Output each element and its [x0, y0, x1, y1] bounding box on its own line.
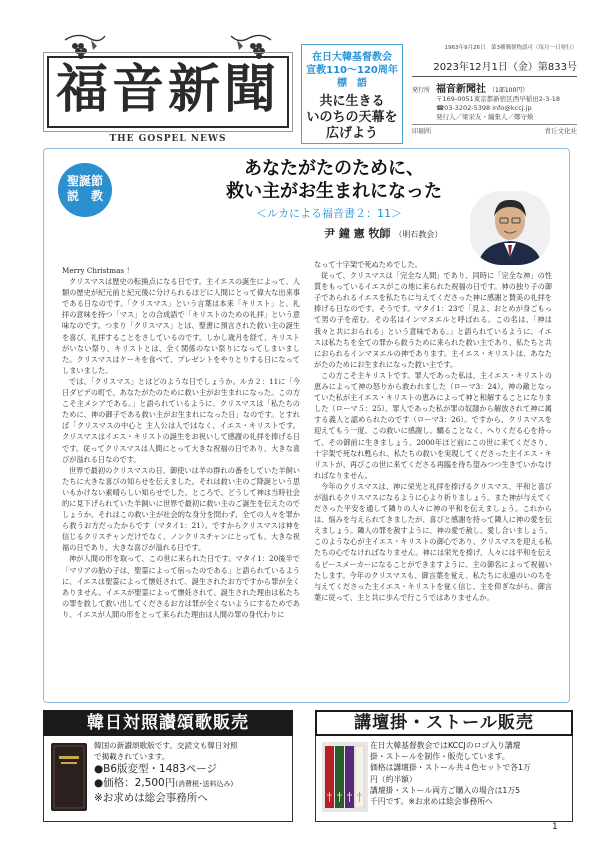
hymnal-ad-title: 韓日対照讃頌歌販売	[43, 710, 293, 736]
newspaper-subtitle: THE GOSPEL NEWS	[109, 134, 227, 144]
stole-sale-ad	[315, 710, 573, 822]
printer-name: 青丘文化社	[544, 127, 577, 135]
stole-ad-line-1: 在日大韓基督教会ではKCCJのロゴ入り講壇	[370, 741, 521, 750]
logo-frame	[43, 52, 293, 132]
stole-ad-title: 講壇掛・ストール販売	[315, 710, 573, 736]
issue-price: （1部100円）	[489, 87, 529, 94]
motto-line-2: いのちの天幕を	[306, 110, 398, 125]
hymnal-ad-spec: ●B6版変型・1483ページ	[94, 763, 218, 775]
motto-org: 在日大韓基督教会	[312, 52, 392, 63]
sermon-paragraph: 世界で最初のクリスマスの日、御使いは羊の群れの番をしていた羊飼いたちに大きな喜びの知らせを伝えました。それは救い主のご降誕という思いもかけない素晴らしい知らせでした。ところで、どうして神は当時社会的に見下げられていた羊飼いに世界で最初に救い主のご誕生を伝えたのでしょうか。それはこの救い主が社会的な身分を問わず、全ての人々を罪から救うお方だったからです（マタイ1：21）。ですからクリスマスは神を信じるクリスチャンだけでなく、ノンクリスチャンにとっても、大きな祝福の日であり、大きな喜びが溢れる日です。	[62, 465, 300, 553]
stole-ad-body	[315, 736, 573, 822]
hymnal-ad-price	[94, 776, 288, 791]
preacher-church: （明石教会）	[394, 230, 443, 239]
stole-ad-line-2: 掛・ストールを制作・販売しています。	[370, 752, 510, 762]
publisher-contact: ☎03-3202-5398 info@kccj.jp	[436, 104, 532, 112]
postal-permit: 1963年9月26日 第3種郵便物認可（毎月一日発行）	[444, 45, 577, 51]
sermon-paragraph: Merry Christmas ！	[62, 266, 134, 275]
sermon-column-left	[62, 265, 300, 620]
publisher-name: 福音新聞社	[436, 84, 486, 95]
issue-date: 2023年12月1日（金）第833号	[412, 58, 577, 77]
badge-line-1: 聖誕節	[66, 174, 103, 188]
preacher-photo-icon	[470, 191, 550, 265]
motto-label: 標 語	[337, 78, 367, 89]
sermon-article	[43, 148, 570, 703]
motto-box	[301, 44, 403, 144]
sermon-paragraph: クリスマスは歴史の転換点になる日です。主イエスの誕生によって、人類の歴史が紀元前と紀元後に分けられるほどに人間にとって偉大な出来事である日なのです。「クリスマス」という言葉は本来「キリスト」と、礼拝の意味を持つ「マス」との合成語で「キリストのための礼拝」という意味なのです。つまり「クリスマス」とは、聖書に預言された救い主の誕生を喜び、礼拝することをさしているのです。しかし歳月を経て、キリストがいない祭り、キリストとは、全く関係のない祭りになってしまいました。クリスマスはケーキを食べて、プレゼントをやりとりする日になってしまいました。	[62, 277, 300, 375]
printer-row	[412, 124, 577, 136]
sermon-paragraph: この方こそ主キリストです。罪人であった私は、主イエス・キリストの恵みによって神の怒りから救われました（ローマ3：24）。神の敵となっていた私が主イエス・キリストの恵みによって神と和解することになりました（ローマ５：25）。罪人であった私が罪の奴隷から解放されて神に属する義人と認められたのです（ローマ3：26）。ですから、クリスマスを迎えてもう一度、この救いに感謝し、驕ることなく、へりくだる心を持って、その御前に生きましょう。2000年ほど前にこの世に来てくださり、十字架で死なれ甦られ、私たちの救いを実現してくださった主イエス・キリストが、再びこの世に来てくださる再臨を待ち望みつつ生きていかなければなりません。	[314, 370, 552, 480]
preacher-name: 尹 鐘 憲 牧師	[324, 227, 391, 240]
hymnal-ad-line-1: 韓国の新讃頌歌版です。交読文も韓日対照	[94, 741, 238, 750]
sermon-paragraph: では、「クリスマス」とはどのような日でしょうか。ルカ２：11に「今日ダビデの町で、あなたがたのために救い主がお生まれになった。この方こそ主メシアである。」と語られているように、クリスマスは「私たちのために、神の御子である救い主がお生まれになった日」なのです。とすれば「クリスマスの中心と 主人公は人ではなく、イエス・キリストです。クリスマスはイエス・キリストの誕生をお祝いして感謝の礼拝を捧げる日です。従ってクリスマスは人間にとって大きな祝福の日であり、大きな喜びが溢れる日なのです。	[62, 376, 300, 464]
page-number: 1	[552, 822, 558, 832]
hymnal-ad-order: ※お求めは総会事務所へ	[94, 792, 208, 804]
headline-line-2: 救い主がお生まれになった	[226, 181, 442, 202]
stole-ad-line-6: 千円です。※お求めは総会事務所へ	[370, 797, 493, 807]
sermon-headline	[184, 157, 484, 203]
hymnal-price: ●価格：2,500円	[94, 777, 176, 789]
pulpit-stole-icon	[322, 742, 368, 812]
printer-label: 印刷所	[412, 127, 432, 135]
hymnal-sale-ad	[43, 710, 293, 822]
scripture-reference: ＜ルカによる福音書２：11＞	[256, 207, 402, 220]
publisher-row	[412, 80, 577, 95]
motto-years: 宣教110〜120周年	[306, 65, 398, 76]
sermon-column-right	[314, 259, 552, 603]
sermon-paragraph: 神が人間の形を取って、この世に来られた日です。マタイ1：20後半で「マリアの胎の子は、聖霊によって宿ったのである」と語られているように、イエスは聖霊によって懐妊されて、誕生されたお方ですから罪が全くありません。イエスが聖霊によって懐妊されて、誕生された理由は私たちの罪を救して救い出してくださるお方は罪が全くないようにするためであり、イエスが人間の形をとって来られた理由は人間の罪の身代わりに	[62, 554, 300, 619]
hymnal-price-note: (消費税･送料込み)	[175, 780, 234, 788]
sermon-paragraph: 従って、クリスマスは「完全な人間」であり、同時に「完全な神」の性質をもっているイエスがこの地に来られた祝福の日です。神の独り子の御子であられるイエスを私たちに与えてくださった神に感謝と賛美の礼拝を捧げる日なのです。そうです。マタイ1：23で「見よ、おとめが身ごもって男の子を産む。その名はインマヌエルと呼ばれる。この名は、「神は我々と共におられる」という意味である。」と語られているように、イエスは私たちを全ての罪から救うために来られた救い主であり、私たちと共におられるインマヌエルの神であります。主イエス・キリストは、あなたがたのためにお生まれになった救い主です。	[314, 271, 552, 369]
stole-ad-text	[370, 740, 568, 807]
badge-line-2: 説 教	[66, 189, 103, 203]
hymnal-book-icon	[50, 742, 88, 812]
publisher-address: 〒169-0051東京都新宿区西早稲田2-3-18	[436, 95, 561, 103]
hymnal-ad-line-2: で掲載されています。	[94, 752, 170, 761]
newspaper-title: 福音新聞	[55, 59, 280, 120]
sermon-paragraph: なって十字架で死ぬためでした。	[314, 260, 422, 269]
publication-info	[412, 44, 577, 144]
publisher-label: 発行所	[412, 87, 431, 94]
preacher-portrait	[470, 191, 550, 265]
hymnal-ad-body	[43, 736, 293, 822]
motto-line-1: 共に生きる	[319, 94, 385, 109]
motto-line-3: 広げよう	[325, 126, 378, 141]
sermon-paragraph: 今年のクリスマスは、神に栄光と礼拝を捧げるクリスマス、平和と喜びが溢れるクリスマスになるように心より祈りましょう。また神が与えてくださった平安を通して隣りの人々に神の平和を伝えましょう。これからは、悩みを与えられてきましたが、喜びと感謝を持って隣人に神の愛を伝えましょう。隣人の罪を赦すように、神の愛で赦し、愛し合いましょう。このような心が主イエス・キリストの御心であり、クリスマスを迎える私たちの心でなければなりません。神には栄光を捧げ、人々には平和を伝えるピースメーカーになることができますように、主の御名によって祝福いたします。今年のクリスマスも、御言葉を覚え、私たちに永遠のいのちを与えてくださった主イエス・キリストを覚く信じ、主を仰ぎながら、御言葉に従って、主と共に歩んで行こうではありませんか。	[314, 481, 552, 602]
stole-ad-line-4: 円（約半額）	[370, 774, 417, 784]
publisher-editors: 発行人／梁栄友・編集人／鄭守煥	[436, 113, 534, 121]
sermon-badge	[58, 163, 112, 217]
preacher-byline	[324, 225, 442, 241]
stole-ad-line-3: 価格は講壇掛・ストール共４色セットで各1万	[370, 763, 531, 773]
masthead	[43, 44, 293, 146]
hymnal-ad-text	[94, 740, 288, 805]
stole-ad-line-5: 講壇掛・ストール両方ご購入の場合は1万5	[370, 785, 521, 795]
headline-line-1: あなたがたのために、	[244, 158, 424, 179]
